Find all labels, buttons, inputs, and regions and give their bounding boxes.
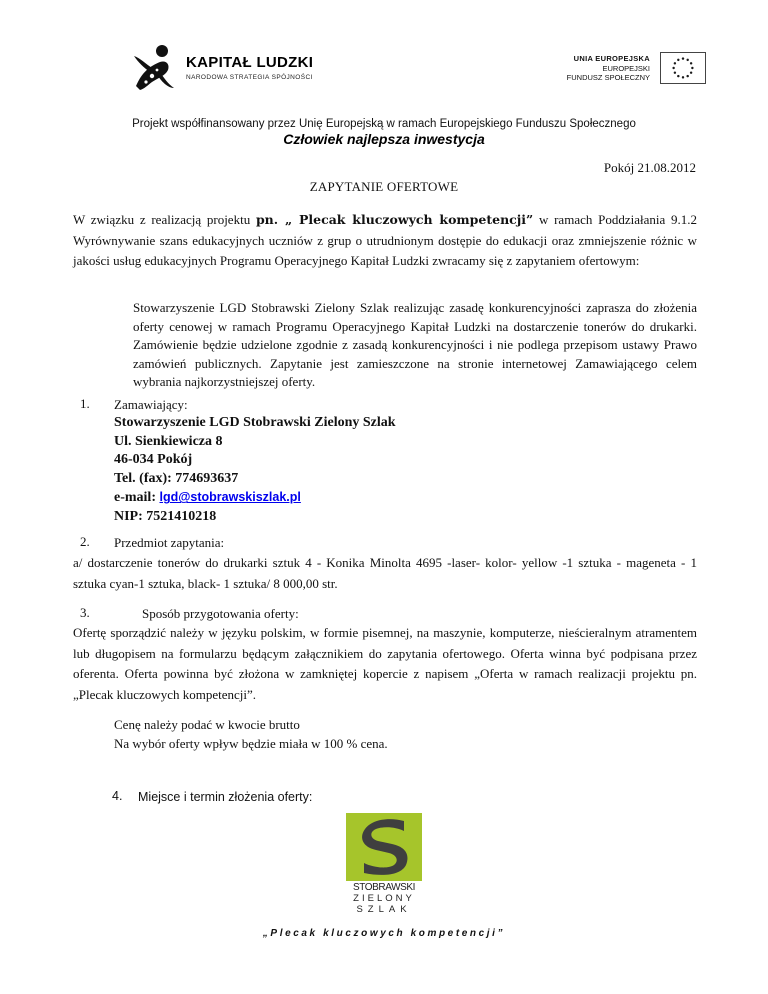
section-2-text: a/ dostarczenie tonerów do drukarki sztuk 4 - Konika Minolta 4695 -laser- kolor- yellow -1 sztuka - mageneta - 1 sztuka cyan-1 sztuka, black- 1 sztuka/ 8 000,00 str. [73, 555, 697, 591]
stobrawski-zielony-szlak-logo [346, 813, 422, 915]
footer-tagline: „Plecak kluczowych kompetencji” [262, 928, 506, 939]
eu-star-icon [686, 59, 688, 61]
eu-star-icon [672, 67, 674, 69]
price-note: Cenę należy podać w kwocie brutto [114, 717, 300, 732]
ordering-party-details [114, 414, 396, 527]
section-1-number: 1. [80, 396, 90, 411]
eu-star-icon [690, 71, 692, 73]
invitation-paragraph: Stowarzyszenie LGD Stobrawski Zielony Szlak realizując zasadę konkurencyjności zaprasza do złożenia oferty cenowej w ramach Programu Operacyjnego Kapitał Ludzki na dostarczenie tonerów do drukarki. Zamówienie będzie udzielone zgodnie z zasadą konkurencyjności i nie podlega przepisom ustawy Prawo zamówień publicznych. Zapytanie jest zamieszczone na stronie internetowej Zamawiającego celem wybrania najkorzystniejszej oferty. [133, 300, 697, 390]
eu-star-icon [682, 76, 684, 78]
eu-line-3: FUNDUSZ SPOŁECZNY [566, 73, 650, 82]
eu-flag-icon [660, 52, 706, 84]
eu-star-icon [686, 75, 688, 77]
section-3-heading: Sposób przygotowania oferty: [142, 606, 299, 621]
section-2-heading: Przedmiot zapytania: [114, 535, 225, 550]
kapital-ludzki-logo [130, 42, 370, 92]
ordering-party-name: Stowarzyszenie LGD Stobrawski Zielony Szlak [114, 415, 396, 430]
eu-line-1: UNIA EUROPEJSKA [573, 54, 650, 63]
eu-star-icon [677, 59, 679, 61]
ordering-party-nip: NIP: 7521410218 [114, 508, 217, 524]
logo-line-1: STOBRAWSKI [352, 882, 416, 893]
intro-text-end: w ramach Poddziałania 9.1.2 Wyrównywanie szans edukacyjnych uczniów z grup o utrudnionym dostępie do edukacji oraz zmniejszenie różnic w jakości usług edukacyjnych Programu Operacyjnego Kapitał Ludzki zwracamy się z zapytaniem ofertowym: [73, 212, 697, 269]
ordering-party-city: 46-034 Pokój [114, 452, 193, 468]
section-2-number: 2. [80, 534, 90, 549]
cofinancing-statement: Projekt współfinansowany przez Unię Europejską w ramach Europejskiego Funduszu Społecznego [132, 118, 636, 130]
eu-star-icon [674, 62, 676, 64]
email-link[interactable]: lgd@stobrawskiszlak.pl [159, 490, 301, 505]
motto: Człowiek najlepsza inwestycja [283, 131, 485, 147]
intro-text-start: W związku z realizacją projektu [73, 212, 256, 227]
section-4-heading: Miejsce i termin złożenia oferty: [138, 790, 313, 804]
section-3-text: Ofertę sporządzić należy w języku polskim, w formie pisemnej, na maszynie, komputerze, nieścieralnym atramentem lub długopisem na formularzu będącym załącznikiem do zapytania ofertowego. Oferta winna być podpisana przez oferenta. Oferta powinna być złożona w zamkniętej kopercie z napisem „Oferta w ramach realizacji projektu pn. „Plecak kluczowych kompetencji”. [73, 625, 697, 702]
eu-star-icon [691, 67, 693, 69]
document-title: ZAPYTANIE OFERTOWE [309, 179, 459, 194]
eu-line-2: EUROPEJSKI [602, 63, 650, 73]
section-1-heading: Zamawiający: [114, 397, 188, 412]
kapital-ludzki-title: KAPITAŁ LUDZKI [186, 54, 314, 71]
logo-green-square [346, 813, 422, 881]
project-name: pn. „ Plecak kluczowych kompetencji” [255, 212, 534, 227]
eu-star-icon [674, 71, 676, 73]
logo-line-3: SZLAK [356, 904, 412, 915]
kapital-ludzki-subtitle: NARODOWA STRATEGIA SPÓJNOŚCI [186, 74, 313, 81]
ordering-party-phone: Tel. (fax): 774693637 [114, 470, 239, 486]
logo-line-2: ZIELONY [353, 893, 415, 904]
intro-paragraph [73, 210, 697, 272]
eu-logo [536, 52, 706, 86]
eu-star-icon [682, 57, 684, 59]
ordering-party-street: Ul. Sienkiewicza 8 [114, 433, 223, 449]
eu-text [567, 54, 650, 83]
ordering-party-email-row [114, 488, 396, 508]
section-3-number: 3. [80, 605, 90, 620]
eu-star-icon [677, 75, 679, 77]
email-label: e-mail: [114, 490, 160, 506]
eu-star-icon [690, 62, 692, 64]
s-letter-icon [346, 813, 422, 881]
selection-criteria: Na wybór oferty wpływ będzie miała w 100 % cena. [114, 736, 388, 751]
kapital-ludzki-figure-icon [130, 42, 178, 92]
document-date: Pokój 21.08.2012 [603, 160, 696, 175]
section-4-number: 4. [112, 789, 123, 803]
